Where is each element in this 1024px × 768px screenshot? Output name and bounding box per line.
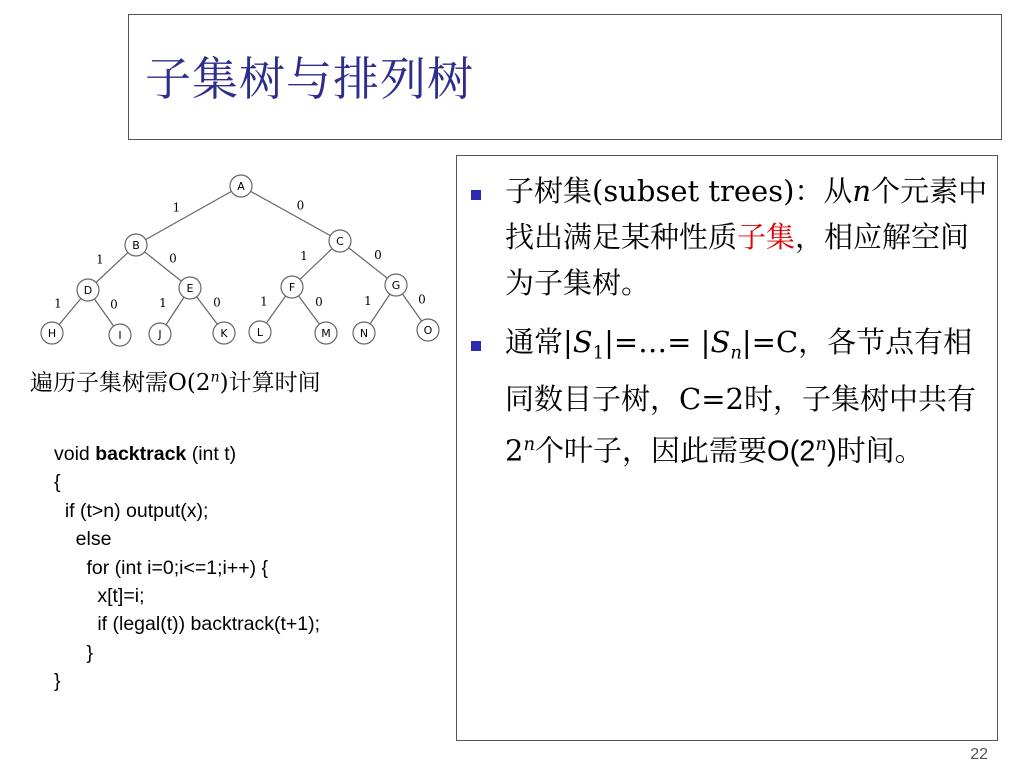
bullet2-sub-1: 1 [592, 342, 605, 364]
tree-edge-A-B [136, 186, 241, 245]
code-line-7: if (legal(t)) backtrack(t+1); [54, 613, 321, 636]
code-line-5: for (int i=0;i<=1;i++) { [54, 556, 269, 579]
tree-node-C [329, 230, 351, 252]
title-box [128, 14, 1002, 140]
tree-edge-label: 1 [96, 252, 104, 267]
bullet-square-icon [471, 190, 481, 200]
svg-text:F: F [288, 281, 296, 294]
bullet2-text-a: 通常| [505, 325, 573, 359]
tree-edge-label: 1 [172, 200, 181, 215]
tree-edge-A-C [241, 186, 340, 241]
svg-text:M: M [321, 327, 331, 340]
content-box [456, 155, 998, 741]
tree-edge-label: 0 [374, 248, 382, 262]
caption-post: )计算时间 [219, 370, 321, 396]
code-line-8: } [54, 641, 94, 664]
svg-text:E: E [186, 282, 194, 295]
svg-text:D: D [83, 284, 93, 297]
bullet1-text-b: 个元素中找出满足某种性质 [505, 174, 988, 254]
bullet-node-count [505, 319, 991, 475]
bullet1-var-n: n [852, 174, 872, 208]
bullet2-text-b: |=…= | [604, 325, 711, 359]
tree-node-O [417, 319, 439, 341]
tree-node-L [249, 321, 271, 343]
bullet2-text-f: 时间。 [836, 433, 924, 468]
code-keyword: void [54, 443, 96, 465]
bullet2-text-d: 个叶子，因此需要 [535, 433, 768, 468]
svg-text:B: B [132, 239, 140, 252]
bullet2-var-s1: S [572, 325, 593, 359]
caption-pre: 遍历子集树需O(2 [30, 370, 211, 396]
tree-edge-label: 1 [364, 294, 372, 308]
tree-node-G [385, 274, 407, 296]
bullet2-var-sn: S [710, 325, 731, 359]
tree-edge-label: 1 [300, 249, 308, 263]
svg-text:C: C [336, 235, 344, 248]
tree-caption [30, 364, 321, 397]
bullet2-big-o: O(2 [767, 435, 816, 468]
tree-edge-label: 0 [315, 295, 323, 309]
tree-node-K [213, 322, 235, 344]
svg-text:G: G [391, 279, 401, 292]
bullet-square-icon [471, 341, 481, 351]
tree-node-M [315, 322, 337, 344]
tree-node-J [149, 323, 171, 345]
svg-text:I: I [118, 329, 122, 342]
bullet-subset-trees [505, 168, 991, 306]
tree-node-B [125, 234, 147, 256]
svg-text:K: K [220, 327, 228, 340]
caption-sup: n [210, 369, 220, 386]
bullet1-text-c: ，相应解空间为子集树。 [505, 220, 970, 300]
tree-edge-label: 0 [418, 292, 426, 307]
tree-node-F [281, 276, 303, 298]
tree-edge-label: 1 [54, 296, 62, 311]
bullet1-highlight: 子集 [737, 220, 796, 254]
code-line-4: else [54, 528, 112, 551]
svg-text:O: O [423, 324, 433, 337]
tree-node-D [77, 279, 99, 301]
svg-text:A: A [237, 180, 245, 193]
code-line-2: { [54, 471, 61, 494]
tree-edge-label: 1 [260, 294, 268, 309]
tree-node-E [179, 277, 201, 299]
tree-edge-label: 1 [159, 296, 167, 310]
slide-title: 子集树与排列树 [145, 52, 474, 106]
tree-edge-label: 0 [169, 251, 177, 266]
tree-node-H [41, 322, 63, 344]
subset-tree-diagram [30, 170, 450, 360]
page-number: 22 [970, 746, 988, 763]
bullet2-sup-2: n [815, 434, 827, 456]
tree-edge-label: 0 [110, 297, 118, 312]
bullet2-sup-1: n [523, 434, 536, 456]
svg-text:N: N [359, 327, 369, 340]
bullet2-sub-n: n [730, 342, 742, 364]
code-line-9: } [54, 670, 61, 693]
code-function-name: backtrack [95, 443, 187, 465]
tree-node-I [109, 324, 131, 346]
code-block [54, 440, 320, 696]
bullet2-text-c: |=C，各节点有相同数目子树，C=2时，子集树中共有2 [505, 325, 976, 468]
svg-text:H: H [47, 327, 57, 340]
svg-text:J: J [158, 328, 162, 341]
code-line-3: if (t>n) output(x); [54, 499, 209, 522]
bullet1-text-a: 子树集(subset trees)：从 [505, 174, 853, 208]
svg-text:L: L [256, 326, 264, 339]
code-line-1 [54, 440, 320, 468]
tree-node-A [230, 175, 252, 197]
code-params: (int t) [186, 443, 237, 465]
tree-edge-label: 0 [296, 198, 305, 213]
code-line-6: x[t]=i; [54, 585, 145, 608]
bullet2-close-paren: ) [826, 435, 837, 468]
tree-node-N [353, 322, 375, 344]
tree-edge-label: 0 [213, 295, 221, 310]
